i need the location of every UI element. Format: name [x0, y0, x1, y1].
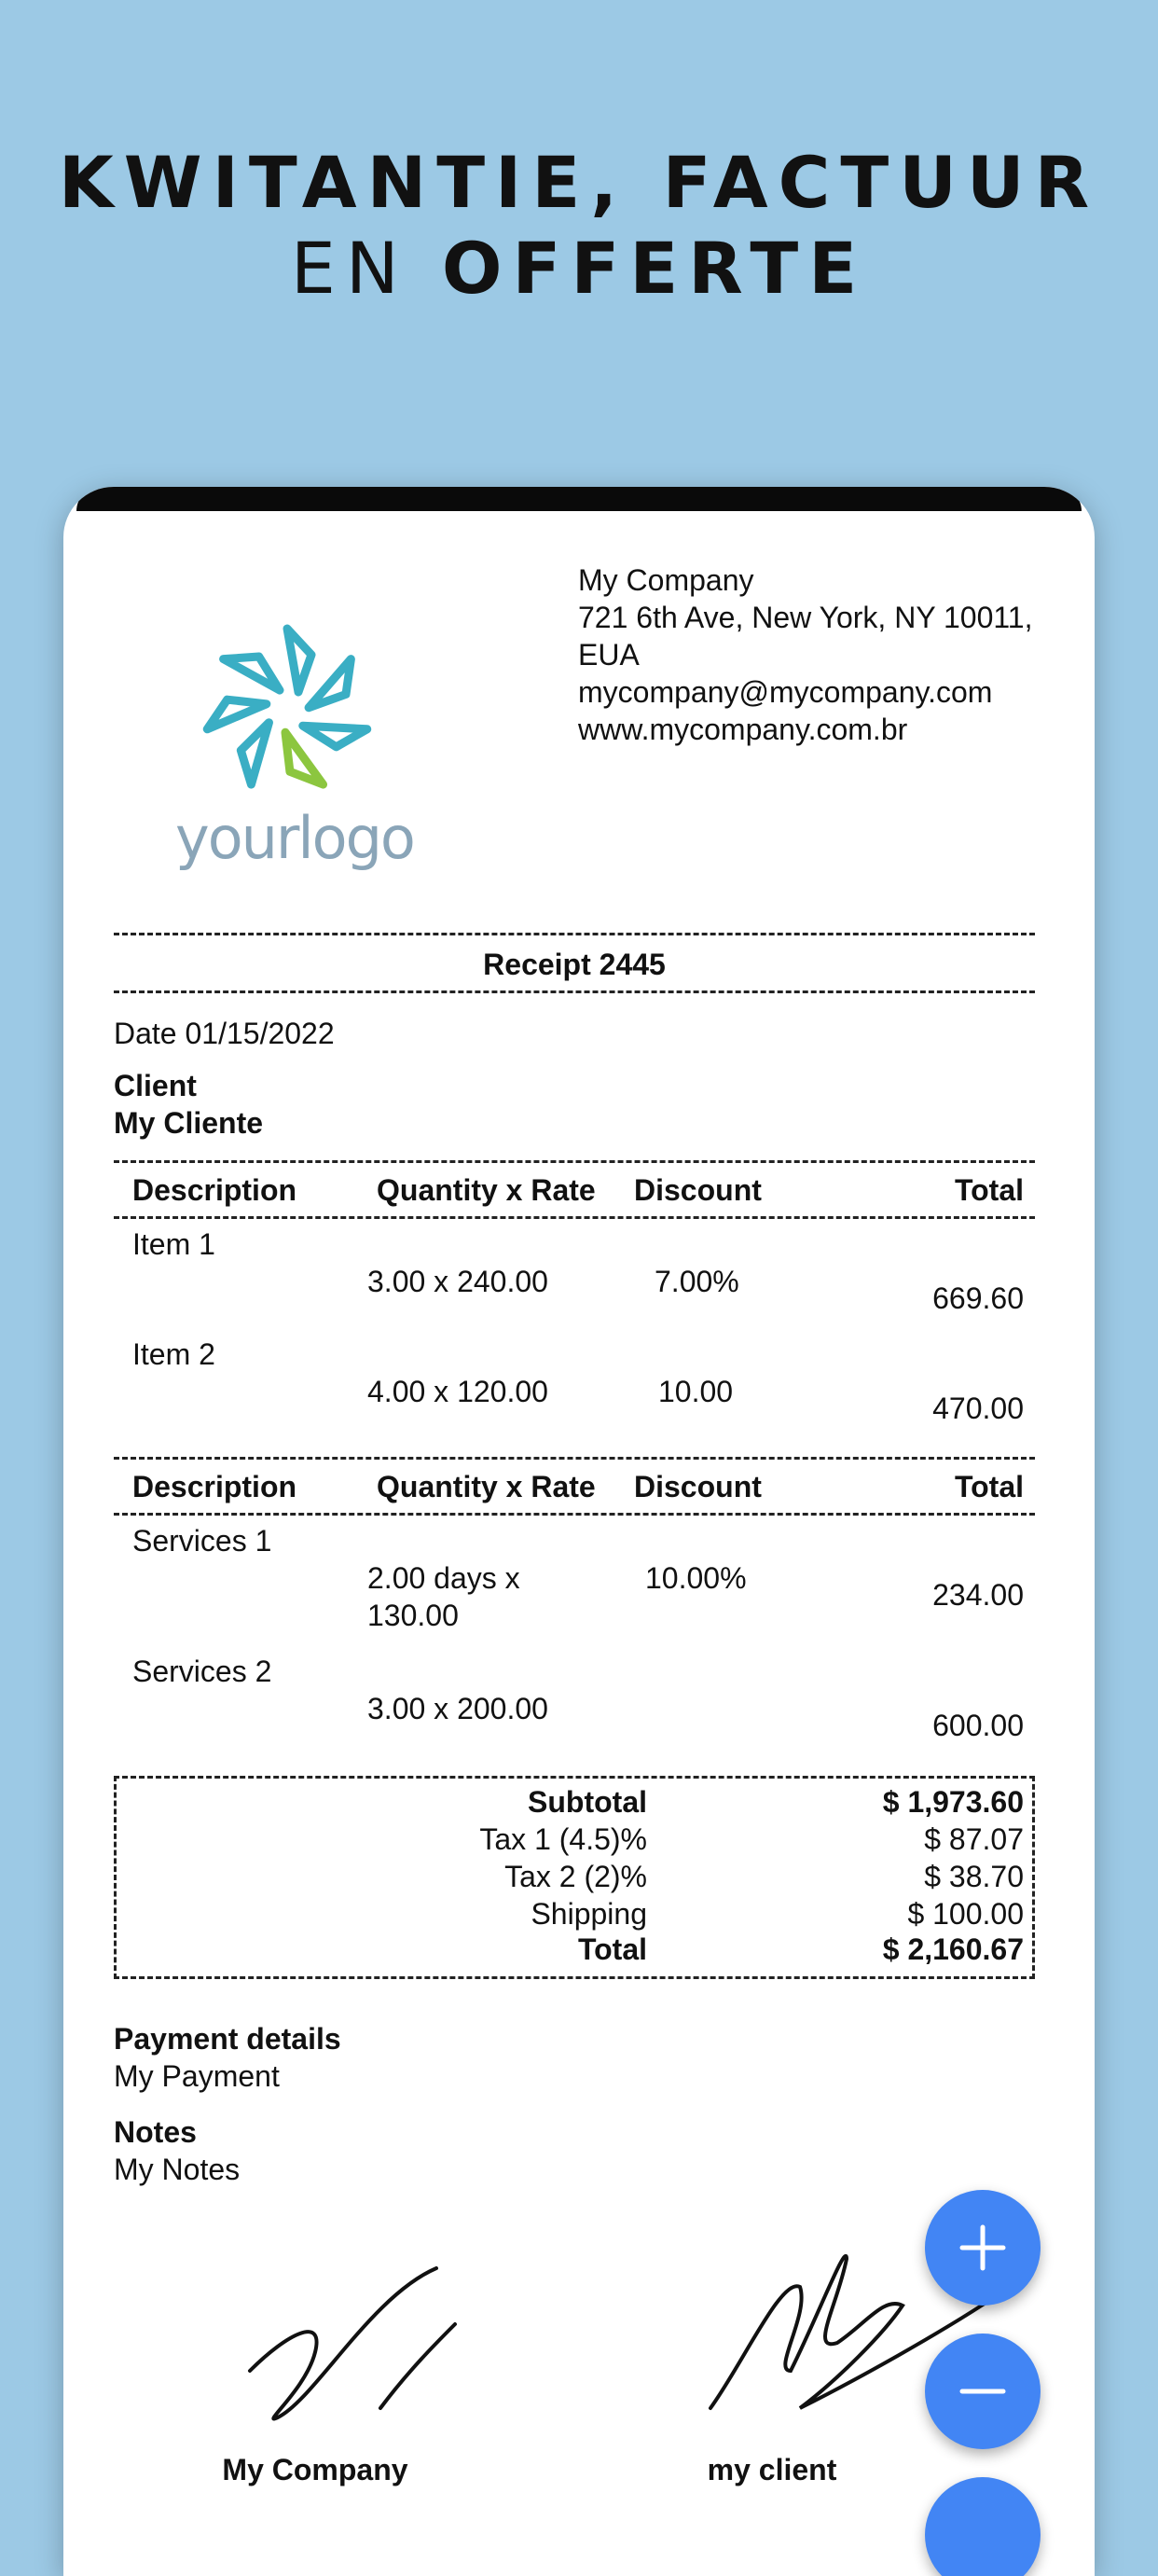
shipping-value: $ 100.00 [907, 1897, 1024, 1931]
service-description: Services 1 [132, 1524, 272, 1558]
headline-line1: KWITANTIE, FACTUUR [58, 141, 1100, 224]
item-total: 470.00 [932, 1392, 1024, 1425]
col-total: Total [954, 1173, 1024, 1207]
company-signature [231, 2259, 530, 2445]
notes-value: My Notes [114, 2153, 241, 2186]
client-signature-label: my client [707, 2453, 837, 2486]
logo-text: yourlogo [175, 804, 414, 872]
receipt-date: Date 01/15/2022 [114, 1017, 335, 1050]
divider [114, 990, 1035, 993]
service-qty-rate-cont: 130.00 [367, 1599, 459, 1632]
headline-line2 [0, 226, 1158, 312]
phone-screen [63, 487, 1095, 2576]
subtotal-value: $ 1,973.60 [882, 1785, 1024, 1819]
receipt-title: Receipt 2445 [483, 948, 666, 981]
minus-icon [957, 2365, 1009, 2417]
divider [114, 1160, 1035, 1163]
company-address-line2: EUA [578, 638, 640, 672]
item-qty-rate: 3.00 x 240.00 [367, 1265, 548, 1298]
service-discount: 10.00% [645, 1561, 747, 1595]
company-name: My Company [578, 563, 754, 597]
tax2-label: Tax 2 (2)% [504, 1860, 647, 1893]
col-quantity-rate: Quantity x Rate [377, 1173, 596, 1207]
tax1-value: $ 87.07 [924, 1822, 1024, 1856]
divider [114, 933, 1035, 935]
item-description: Item 2 [132, 1337, 215, 1371]
plus-icon [957, 2222, 1009, 2274]
client-name: My Cliente [114, 1106, 264, 1140]
shipping-label: Shipping [531, 1897, 647, 1931]
headline-line2-bold: OFFERTE [441, 227, 868, 310]
subtotal-label: Subtotal [528, 1785, 647, 1819]
col-total: Total [954, 1470, 1024, 1503]
more-button[interactable] [925, 2477, 1041, 2576]
service-qty-rate: 3.00 x 200.00 [367, 1692, 548, 1725]
divider [114, 1216, 1035, 1219]
col-quantity-rate: Quantity x Rate [377, 1470, 596, 1503]
col-discount: Discount [634, 1173, 762, 1207]
col-discount: Discount [634, 1470, 762, 1503]
client-label: Client [114, 1069, 197, 1102]
item-qty-rate: 4.00 x 120.00 [367, 1375, 548, 1408]
add-button[interactable] [925, 2190, 1041, 2306]
company-signature-label: My Company [222, 2453, 408, 2486]
tax1-label: Tax 1 (4.5)% [479, 1822, 647, 1856]
company-email: mycompany@mycompany.com [578, 675, 993, 709]
tax2-value: $ 38.70 [924, 1860, 1024, 1893]
service-qty-rate: 2.00 days x [367, 1561, 520, 1595]
headline-line2-normal: EN [290, 227, 409, 310]
service-total: 234.00 [932, 1578, 1024, 1612]
company-logo-icon [175, 608, 399, 804]
item-description: Item 1 [132, 1227, 215, 1261]
item-discount: 10.00 [658, 1375, 734, 1408]
service-description: Services 2 [132, 1655, 272, 1688]
headline [0, 140, 1158, 312]
divider [114, 1513, 1035, 1516]
item-total: 669.60 [932, 1281, 1024, 1315]
divider [114, 1457, 1035, 1460]
service-total: 600.00 [932, 1709, 1024, 1742]
remove-button[interactable] [925, 2334, 1041, 2449]
col-description: Description [132, 1470, 297, 1503]
payment-label: Payment details [114, 2022, 341, 2056]
phone-top-bar [76, 487, 1082, 511]
company-website: www.mycompany.com.br [578, 713, 908, 746]
notes-label: Notes [114, 2115, 197, 2149]
col-description: Description [132, 1173, 297, 1207]
item-discount: 7.00% [655, 1265, 739, 1298]
company-address-line1: 721 6th Ave, New York, NY 10011, [578, 601, 1033, 634]
total-value: $ 2,160.67 [882, 1932, 1024, 1966]
payment-value: My Payment [114, 2059, 280, 2093]
total-label: Total [577, 1932, 647, 1966]
